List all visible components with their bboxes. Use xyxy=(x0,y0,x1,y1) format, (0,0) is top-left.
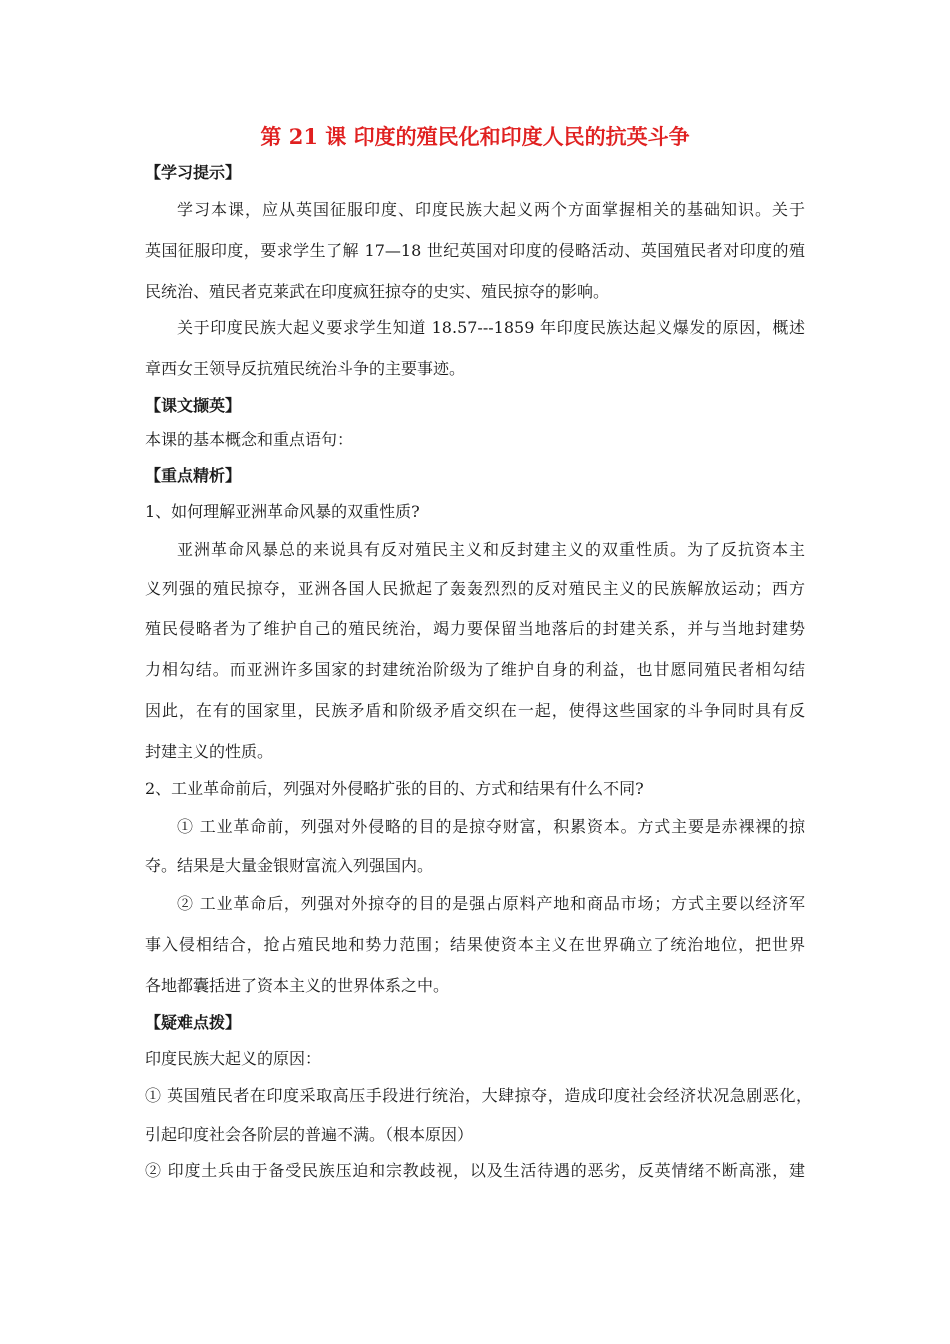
paragraph-line: 力相勾结。而亚洲许多国家的封建统治阶级为了维护自身的利益，也甘愿同殖民者相勾结 xyxy=(145,660,805,679)
paragraph-line: 各地都囊括进了资本主义的世界体系之中。 xyxy=(145,976,450,995)
section-heading-study-tips: 【学习提示】 xyxy=(145,163,242,182)
paragraph-line: 英国征服印度，要求学生了解 17—18 世纪英国对印度的侵略活动、英国殖民者对印度的殖 xyxy=(145,241,805,260)
paragraph-line: ② 工业革命后，列强对外掠夺的目的是强占原料产地和商品市场；方式主要以经济军 xyxy=(177,894,805,913)
paragraph-line: 关于印度民族大起义要求学生知道 18.57---1859 年印度民族达起义爆发的原因，概述 xyxy=(177,318,805,337)
paragraph-line: ① 英国殖民者在印度采取高压手段进行统治，大肆掠夺，造成印度社会经济状况急剧恶化， xyxy=(145,1086,812,1105)
paragraph-line: 夺。结果是大量金银财富流入列强国内。 xyxy=(145,856,434,875)
paragraph-line: 殖民侵略者为了维护自己的殖民统治，竭力要保留当地落后的封建关系，并与当地封建势 xyxy=(145,619,805,638)
lesson-title: 第 21 课 印度的殖民化和印度人民的抗英斗争 xyxy=(260,124,690,149)
paragraph-line: ② 印度土兵由于备受民族压迫和宗教歧视，以及生活待遇的恶劣，反英情绪不断高涨，建 xyxy=(145,1161,805,1180)
paragraph-line: 义列强的殖民掠夺，亚洲各国人民掀起了轰轰烈烈的反对殖民主义的民族解放运动；西方 xyxy=(145,579,805,598)
paragraph-line: 亚洲革命风暴总的来说具有反对殖民主义和反封建主义的双重性质。为了反抗资本主 xyxy=(177,540,805,559)
paragraph-line: 引起印度社会各阶层的普遍不满。（根本原因） xyxy=(145,1125,474,1144)
paragraph-line: 本课的基本概念和重点语句： xyxy=(145,430,354,449)
paragraph-line: 封建主义的性质。 xyxy=(145,742,274,761)
paragraph-line: 民统治、殖民者克莱武在印度疯狂掠夺的史实、殖民掠夺的影响。 xyxy=(145,282,610,301)
section-heading-text-highlights: 【课文撷英】 xyxy=(145,396,242,415)
question-1: 1、如何理解亚洲革命风暴的双重性质? xyxy=(145,502,420,521)
section-heading-difficulty-tips: 【疑难点拨】 xyxy=(145,1013,242,1032)
question-2: 2、工业革命前后，列强对外侵略扩张的目的、方式和结果有什么不同? xyxy=(145,779,644,798)
section-heading-key-analysis: 【重点精析】 xyxy=(145,466,242,485)
paragraph-line: 印度民族大起义的原因： xyxy=(145,1049,322,1068)
paragraph-line: 学习本课，应从英国征服印度、印度民族大起义两个方面掌握相关的基础知识。关于 xyxy=(177,200,805,219)
paragraph-line: 章西女王领导反抗殖民统治斗争的主要事迹。 xyxy=(145,359,466,378)
paragraph-line: 事入侵相结合，抢占殖民地和势力范围；结果使资本主义在世界确立了统治地位，把世界 xyxy=(145,935,805,954)
paragraph-line: ① 工业革命前，列强对外侵略的目的是掠夺财富，积累资本。方式主要是赤裸裸的掠 xyxy=(177,817,805,836)
paragraph-line: 因此，在有的国家里，民族矛盾和阶级矛盾交织在一起，使得这些国家的斗争同时具有反 xyxy=(145,701,805,720)
